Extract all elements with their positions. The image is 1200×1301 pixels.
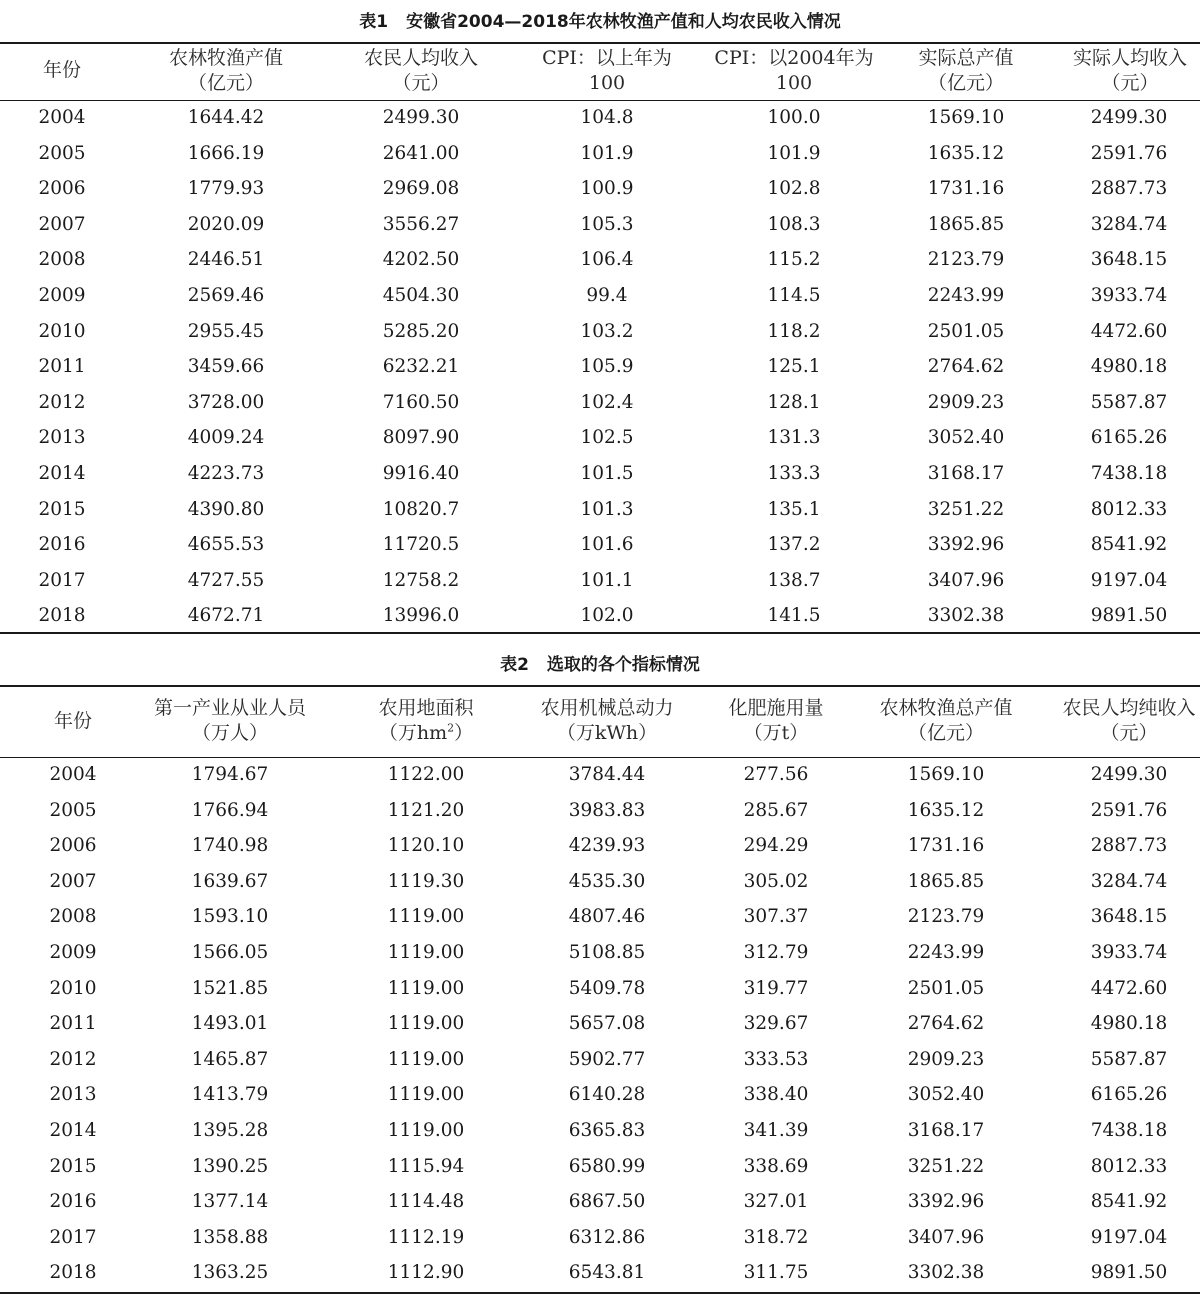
year-cell: 2006 <box>38 178 86 200</box>
value-cell: 3251.22 <box>907 1155 985 1177</box>
value-cell: 105.9 <box>580 356 634 378</box>
year-cell: 2014 <box>38 463 86 484</box>
value-cell: 9916.40 <box>382 463 460 484</box>
value-cell: 6165.26 <box>1090 427 1168 449</box>
value-cell: 1114.48 <box>387 1191 465 1213</box>
value-cell: 1119.00 <box>387 1048 465 1070</box>
value-cell: 327.01 <box>743 1191 809 1213</box>
value-cell: 1865.85 <box>927 213 1005 235</box>
value-cell: 311.75 <box>743 1262 809 1284</box>
table-row <box>0 278 1200 314</box>
value-cell: 305.02 <box>743 870 809 892</box>
year-cell: 2013 <box>38 427 86 449</box>
value-cell: 4472.60 <box>1090 320 1168 342</box>
year-cell: 2016 <box>38 534 86 556</box>
table-row <box>0 100 1200 136</box>
value-cell: 2569.46 <box>187 285 265 306</box>
value-cell: 4472.60 <box>1090 977 1168 999</box>
value-cell: 1121.20 <box>387 799 465 821</box>
value-cell: 1119.30 <box>387 870 465 892</box>
year-cell: 2004 <box>38 107 86 128</box>
table-row <box>0 527 1200 563</box>
value-cell: 1794.67 <box>191 764 269 785</box>
value-cell: 1731.16 <box>927 178 1005 200</box>
value-cell: 125.1 <box>767 356 821 378</box>
value-cell: 9891.50 <box>1090 1262 1168 1284</box>
year-cell: 2018 <box>49 1262 97 1284</box>
value-cell: 1644.42 <box>187 107 265 128</box>
value-cell: 1593.10 <box>191 906 269 928</box>
value-cell: 135.1 <box>767 498 821 520</box>
value-cell: 1865.85 <box>907 870 985 892</box>
value-cell: 6232.21 <box>382 356 460 378</box>
table1-caption <box>0 7 1200 32</box>
value-cell: 338.40 <box>743 1084 809 1106</box>
year-cell: 2004 <box>49 764 97 785</box>
year-cell: 2018 <box>38 605 86 627</box>
value-cell: 3983.83 <box>568 799 646 821</box>
value-cell: 2446.51 <box>187 249 265 271</box>
value-cell: 2641.00 <box>382 142 460 164</box>
table-row <box>0 1184 1200 1220</box>
value-cell: 8097.90 <box>382 427 460 449</box>
value-cell: 106.4 <box>580 249 634 271</box>
value-cell: 1115.94 <box>387 1155 465 1177</box>
year-cell: 2011 <box>49 1013 97 1035</box>
value-cell: 5409.78 <box>568 977 646 999</box>
value-cell: 118.2 <box>767 320 821 342</box>
value-cell: 1566.05 <box>191 942 269 963</box>
year-cell: 2016 <box>49 1191 97 1213</box>
value-cell: 2887.73 <box>1090 178 1168 200</box>
value-cell: 2969.08 <box>382 178 460 200</box>
value-cell: 4009.24 <box>187 427 265 449</box>
value-cell: 3302.38 <box>907 1262 985 1284</box>
value-cell: 5285.20 <box>382 320 460 342</box>
value-cell: 9891.50 <box>1090 605 1168 627</box>
value-cell: 2764.62 <box>927 356 1005 378</box>
value-cell: 137.2 <box>767 534 821 556</box>
table1-bottom-rule <box>0 632 1200 634</box>
value-cell: 2499.30 <box>382 107 460 128</box>
value-cell: 9197.04 <box>1090 569 1168 591</box>
value-cell: 318.72 <box>743 1226 809 1248</box>
value-cell: 8541.92 <box>1090 1191 1168 1213</box>
value-cell: 341.39 <box>743 1120 809 1141</box>
table2-body <box>0 757 1200 1291</box>
year-cell: 2007 <box>38 213 86 235</box>
value-cell: 6312.86 <box>568 1226 646 1248</box>
table1-header-cpi-prev: CPI：以上年为 100 <box>542 47 672 94</box>
value-cell: 4535.30 <box>568 870 646 892</box>
value-cell: 312.79 <box>743 942 809 963</box>
table-row <box>0 935 1200 971</box>
value-cell: 1120.10 <box>387 835 465 857</box>
table-row <box>0 349 1200 385</box>
year-cell: 2013 <box>49 1084 97 1106</box>
value-cell: 3168.17 <box>907 1120 985 1141</box>
table2-header-farmland: 农用地面积 （万$hm^2$） <box>378 697 474 744</box>
value-cell: 3784.44 <box>568 764 646 785</box>
value-cell: 104.8 <box>580 107 634 128</box>
value-cell: 2243.99 <box>927 285 1005 306</box>
value-cell: 3284.74 <box>1090 870 1168 892</box>
value-cell: 101.6 <box>580 534 634 556</box>
table-row <box>0 242 1200 278</box>
value-cell: 4504.30 <box>382 285 460 306</box>
value-cell: 2499.30 <box>1090 107 1168 128</box>
value-cell: 8012.33 <box>1090 1155 1168 1177</box>
value-cell: 1779.93 <box>187 178 265 200</box>
year-cell: 2009 <box>49 942 97 963</box>
value-cell: 2591.76 <box>1090 799 1168 821</box>
year-cell: 2012 <box>49 1048 97 1070</box>
table1-header-year: 年份 <box>42 59 81 81</box>
year-cell: 2015 <box>38 498 86 520</box>
table-row <box>0 793 1200 829</box>
table-row <box>0 864 1200 900</box>
value-cell: 5902.77 <box>568 1048 646 1070</box>
table2-header-total-output: 农林牧渔总产值 （亿元） <box>879 697 1013 744</box>
value-cell: 8012.33 <box>1090 498 1168 520</box>
value-cell: 1666.19 <box>187 142 265 164</box>
value-cell: 100.0 <box>767 107 821 128</box>
table-row <box>0 1255 1200 1291</box>
year-cell: 2008 <box>49 906 97 928</box>
value-cell: 4727.55 <box>187 569 265 591</box>
table-row <box>0 492 1200 528</box>
value-cell: 1119.00 <box>387 1120 465 1141</box>
table-row <box>0 314 1200 350</box>
value-cell: 307.37 <box>743 906 809 928</box>
value-cell: 319.77 <box>743 977 809 999</box>
year-cell: 2017 <box>49 1226 97 1248</box>
value-cell: 1465.87 <box>191 1048 269 1070</box>
value-cell: 4980.18 <box>1090 356 1168 378</box>
value-cell: 102.4 <box>580 391 634 413</box>
year-cell: 2011 <box>38 356 86 378</box>
value-cell: 3933.74 <box>1090 942 1168 963</box>
value-cell: 2123.79 <box>907 906 985 928</box>
value-cell: 7160.50 <box>382 391 460 413</box>
value-cell: 105.3 <box>580 213 634 235</box>
value-cell: 4807.46 <box>568 906 646 928</box>
value-cell: 333.53 <box>743 1048 809 1070</box>
value-cell: 3407.96 <box>907 1226 985 1248</box>
table-row <box>0 1042 1200 1078</box>
value-cell: 3302.38 <box>927 605 1005 627</box>
table-row <box>0 171 1200 207</box>
value-cell: 2499.30 <box>1090 764 1168 785</box>
table-row <box>0 1149 1200 1185</box>
table-row <box>0 207 1200 243</box>
value-cell: 6543.81 <box>568 1262 646 1284</box>
value-cell: 285.67 <box>743 799 809 821</box>
value-cell: 3407.96 <box>927 569 1005 591</box>
value-cell: 6365.83 <box>568 1120 646 1141</box>
value-cell: 101.9 <box>767 142 821 164</box>
value-cell: 1493.01 <box>191 1013 269 1035</box>
value-cell: 1569.10 <box>907 764 985 785</box>
value-cell: 101.3 <box>580 498 634 520</box>
value-cell: 3168.17 <box>927 463 1005 484</box>
table1-number: 表1 <box>359 12 389 32</box>
value-cell: 9197.04 <box>1090 1226 1168 1248</box>
table-row <box>0 456 1200 492</box>
value-cell: 3392.96 <box>907 1191 985 1213</box>
value-cell: 102.8 <box>767 178 821 200</box>
value-cell: 1395.28 <box>191 1120 269 1141</box>
table2-number: 表2 <box>500 655 529 675</box>
value-cell: 3556.27 <box>382 213 460 235</box>
value-cell: 1112.90 <box>387 1262 465 1284</box>
value-cell: 5108.85 <box>568 942 646 963</box>
table-row <box>0 385 1200 421</box>
table2-bottom-rule <box>0 1292 1200 1294</box>
value-cell: 1635.12 <box>907 799 985 821</box>
value-cell: 133.3 <box>767 463 821 484</box>
year-cell: 2009 <box>38 285 86 306</box>
year-cell: 2005 <box>38 142 86 164</box>
value-cell: 2764.62 <box>907 1013 985 1035</box>
value-cell: 3459.66 <box>187 356 265 378</box>
table-row <box>0 971 1200 1007</box>
table2-header-year: 年份 <box>53 710 92 732</box>
value-cell: 1521.85 <box>191 977 269 999</box>
table2-header-workers: 第一产业从业人员 （万人） <box>153 697 306 744</box>
table1-header <box>0 44 1200 100</box>
value-cell: 4655.53 <box>187 534 265 556</box>
value-cell: 141.5 <box>767 605 821 627</box>
value-cell: 2909.23 <box>927 391 1005 413</box>
value-cell: 294.29 <box>743 835 809 857</box>
table2-caption <box>0 650 1200 675</box>
value-cell: 4390.80 <box>187 498 265 520</box>
table1-header-output: 农林牧渔产值 （亿元） <box>168 47 283 94</box>
value-cell: 6867.50 <box>568 1191 646 1213</box>
value-cell: 2955.45 <box>187 320 265 342</box>
value-cell: 329.67 <box>743 1013 809 1035</box>
value-cell: 1377.14 <box>191 1191 269 1213</box>
year-cell: 2006 <box>49 835 97 857</box>
table-row <box>0 420 1200 456</box>
year-cell: 2012 <box>38 391 86 413</box>
table1-header-real-output: 实际总产值 （亿元） <box>918 47 1014 94</box>
value-cell: 1413.79 <box>191 1084 269 1106</box>
value-cell: 4980.18 <box>1090 1013 1168 1035</box>
year-cell: 2015 <box>49 1155 97 1177</box>
value-cell: 101.9 <box>580 142 634 164</box>
table-row <box>0 563 1200 599</box>
value-cell: 5587.87 <box>1090 391 1168 413</box>
table-row <box>0 1220 1200 1256</box>
table-row <box>0 136 1200 172</box>
value-cell: 4202.50 <box>382 249 460 271</box>
value-cell: 103.2 <box>580 320 634 342</box>
table-row <box>0 828 1200 864</box>
table2-title: 选取的各个指标情况 <box>546 655 700 675</box>
table2-header-fertilizer: 化肥施用量 （万t） <box>728 697 824 744</box>
value-cell: 3251.22 <box>927 498 1005 520</box>
year-cell: 2017 <box>38 569 86 591</box>
table1-header-cpi-2004: CPI：以2004年为 100 <box>714 47 874 94</box>
value-cell: 3648.15 <box>1090 249 1168 271</box>
value-cell: 3933.74 <box>1090 285 1168 306</box>
value-cell: 4672.71 <box>187 605 265 627</box>
value-cell: 1766.94 <box>191 799 269 821</box>
value-cell: 11720.5 <box>382 534 460 556</box>
value-cell: 6165.26 <box>1090 1084 1168 1106</box>
table1-title: 安徽省2004—2018年农林牧渔产值和人均农民收入情况 <box>406 12 841 32</box>
value-cell: 8541.92 <box>1090 534 1168 556</box>
value-cell: 6140.28 <box>568 1084 646 1106</box>
value-cell: 102.5 <box>580 427 634 449</box>
year-cell: 2014 <box>49 1120 97 1141</box>
value-cell: 2591.76 <box>1090 142 1168 164</box>
value-cell: 131.3 <box>767 427 821 449</box>
value-cell: 2501.05 <box>927 320 1005 342</box>
value-cell: 3284.74 <box>1090 213 1168 235</box>
value-cell: 1390.25 <box>191 1155 269 1177</box>
value-cell: 2020.09 <box>187 213 265 235</box>
value-cell: 1363.25 <box>191 1262 269 1284</box>
value-cell: 10820.7 <box>382 498 460 520</box>
value-cell: 3648.15 <box>1090 906 1168 928</box>
value-cell: 13996.0 <box>382 605 460 627</box>
value-cell: 2501.05 <box>907 977 985 999</box>
value-cell: 114.5 <box>767 285 821 306</box>
table1-body <box>0 100 1200 634</box>
table-row <box>0 1006 1200 1042</box>
value-cell: 1635.12 <box>927 142 1005 164</box>
value-cell: 128.1 <box>767 391 821 413</box>
value-cell: 1119.00 <box>387 906 465 928</box>
value-cell: 277.56 <box>743 764 809 785</box>
value-cell: 1740.98 <box>191 835 269 857</box>
value-cell: 3728.00 <box>187 391 265 413</box>
table-row <box>0 757 1200 793</box>
table1-header-real-income: 实际人均收入 （元） <box>1072 47 1187 94</box>
value-cell: 1639.67 <box>191 870 269 892</box>
year-cell: 2010 <box>38 320 86 342</box>
table1-header-income: 农民人均收入 （元） <box>363 47 478 94</box>
value-cell: 1112.19 <box>387 1226 465 1248</box>
value-cell: 108.3 <box>767 213 821 235</box>
value-cell: 338.69 <box>743 1155 809 1177</box>
value-cell: 1119.00 <box>387 1084 465 1106</box>
value-cell: 1358.88 <box>191 1226 269 1248</box>
value-cell: 101.1 <box>580 569 634 591</box>
value-cell: 3052.40 <box>927 427 1005 449</box>
year-cell: 2008 <box>38 249 86 271</box>
value-cell: 5587.87 <box>1090 1048 1168 1070</box>
value-cell: 1119.00 <box>387 942 465 963</box>
table-row <box>0 899 1200 935</box>
value-cell: 138.7 <box>767 569 821 591</box>
value-cell: 100.9 <box>580 178 634 200</box>
value-cell: 1569.10 <box>927 107 1005 128</box>
value-cell: 3392.96 <box>927 534 1005 556</box>
value-cell: 1119.00 <box>387 977 465 999</box>
table-row <box>0 598 1200 634</box>
table2-header-machinery: 农用机械总动力 （万kWh） <box>540 697 674 744</box>
value-cell: 7438.18 <box>1090 463 1168 484</box>
table-row <box>0 1113 1200 1149</box>
value-cell: 1731.16 <box>907 835 985 857</box>
value-cell: 6580.99 <box>568 1155 646 1177</box>
value-cell: 4239.93 <box>568 835 646 857</box>
value-cell: 12758.2 <box>382 569 460 591</box>
table-row <box>0 1077 1200 1113</box>
value-cell: 2887.73 <box>1090 835 1168 857</box>
value-cell: 1122.00 <box>387 764 465 785</box>
table2-header-net-income: 农民人均纯收入 （元） <box>1062 697 1196 744</box>
value-cell: 99.4 <box>586 285 628 306</box>
year-cell: 2007 <box>49 870 97 892</box>
year-cell: 2005 <box>49 799 97 821</box>
value-cell: 3052.40 <box>907 1084 985 1106</box>
value-cell: 2243.99 <box>907 942 985 963</box>
value-cell: 2123.79 <box>927 249 1005 271</box>
value-cell: 5657.08 <box>568 1013 646 1035</box>
year-cell: 2010 <box>49 977 97 999</box>
value-cell: 102.0 <box>580 605 634 627</box>
value-cell: 1119.00 <box>387 1013 465 1035</box>
value-cell: 115.2 <box>767 249 821 271</box>
value-cell: 7438.18 <box>1090 1120 1168 1141</box>
value-cell: 101.5 <box>580 463 634 484</box>
value-cell: 4223.73 <box>187 463 265 484</box>
value-cell: 2909.23 <box>907 1048 985 1070</box>
table2-header <box>0 687 1200 757</box>
